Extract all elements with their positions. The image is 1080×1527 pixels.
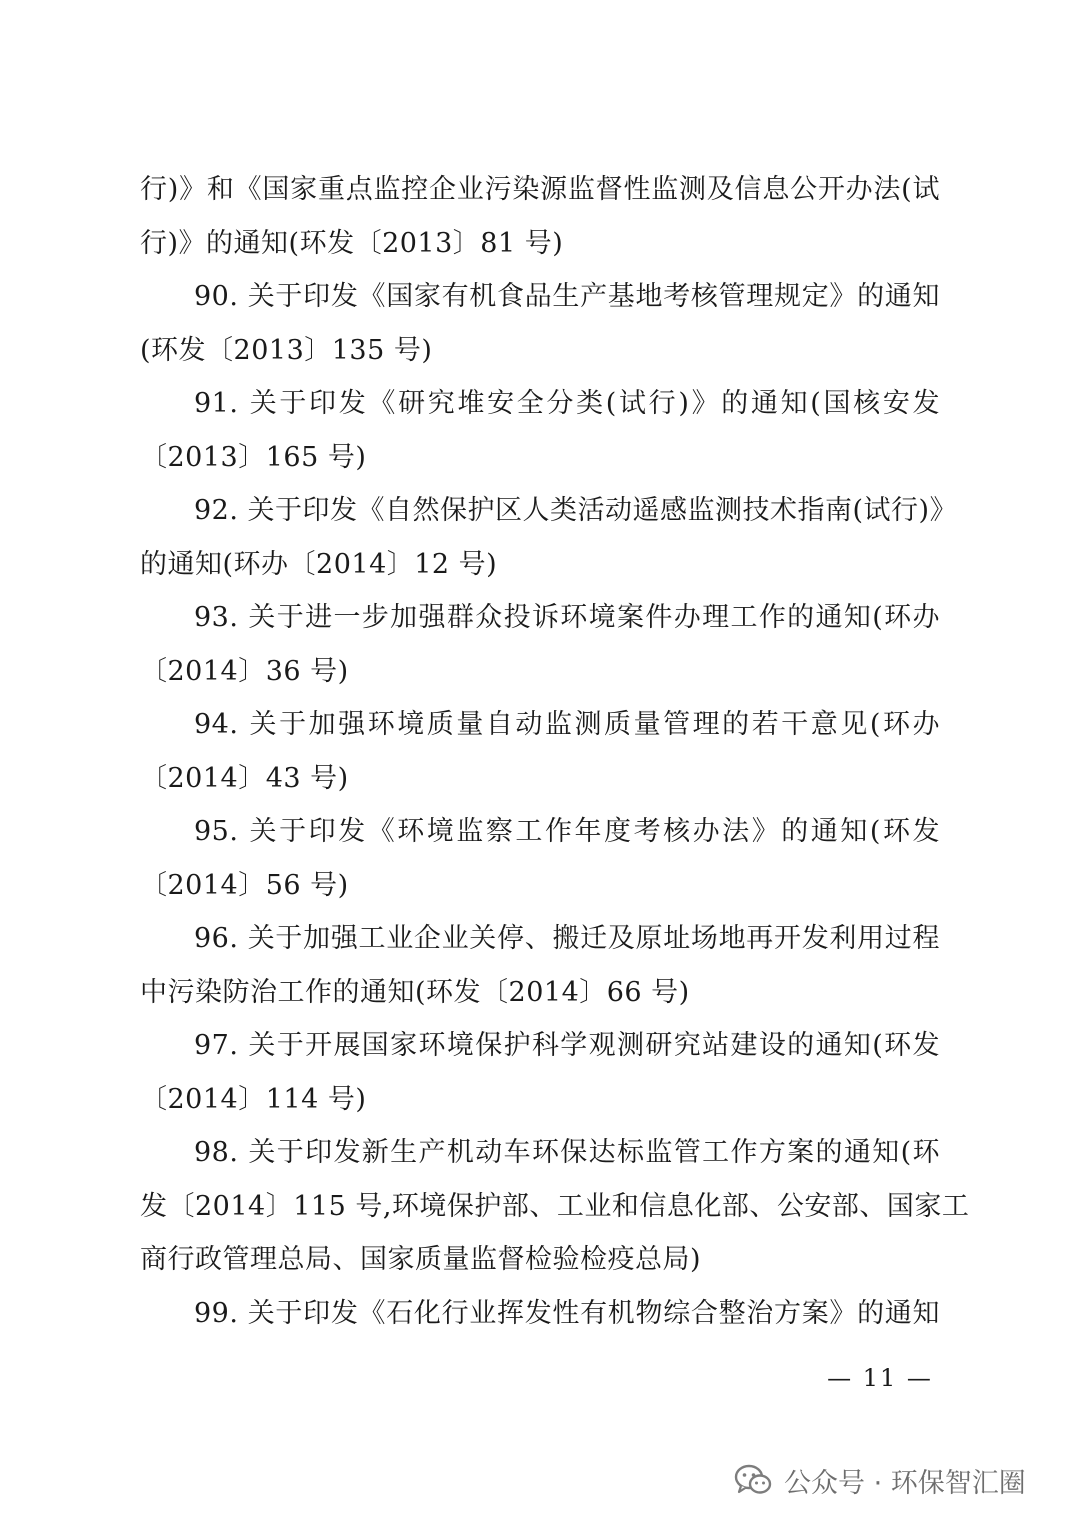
text-line: 〔2014〕114 号) <box>140 1083 367 1115</box>
text-line: 商行政管理总局、国家质量监督检验检疫总局) <box>140 1244 702 1275</box>
text-line: 〔2013〕165 号) <box>140 441 367 473</box>
text-line: 的通知(环办〔2014〕12 号) <box>140 548 498 580</box>
text-line: (环发〔2013〕135 号) <box>140 334 433 366</box>
text-line: 98. 关于印发新生产机动车环保达标监管工作方案的通知(环 <box>194 1137 940 1168</box>
text-line: 行)》的通知(环发〔2013〕81 号) <box>140 227 564 259</box>
text-line: 94. 关于加强环境质量自动监测质量管理的若干意见(环办 <box>194 709 940 740</box>
text-line: 97. 关于开展国家环境保护科学观测研究站建设的通知(环发 <box>194 1030 940 1061</box>
text-line: 91. 关于印发《研究堆安全分类(试行)》的通知(国核安发 <box>194 388 940 419</box>
wechat-icon <box>734 1464 772 1496</box>
watermark <box>734 1455 1026 1505</box>
text-line: 96. 关于加强工业企业关停、搬迁及原址场地再开发利用过程 <box>194 923 940 954</box>
text-line: 99. 关于印发《石化行业挥发性有机物综合整治方案》的通知 <box>194 1297 940 1329</box>
text-line: 〔2014〕43 号) <box>140 762 349 794</box>
text-line: 95. 关于印发《环境监察工作年度考核办法》的通知(环发 <box>194 816 940 847</box>
page-number: — 11 — <box>827 1364 933 1392</box>
text-line: 发〔2014〕115 号,环境保护部、工业和信息化部、公安部、国家工 <box>140 1190 970 1222</box>
text-line: 行)》和《国家重点监控企业污染源监督性监测及信息公开办法(试 <box>140 174 940 205</box>
text-line: 93. 关于进一步加强群众投诉环境案件办理工作的通知(环办 <box>194 602 940 633</box>
text-line: 〔2014〕56 号) <box>140 869 349 901</box>
text-line: 92. 关于印发《自然保护区人类活动遥感监测技术指南(试行)》 <box>194 495 958 526</box>
text-line: 中污染防治工作的通知(环发〔2014〕66 号) <box>140 976 690 1008</box>
watermark-text: 公众号 · 环保智汇圈 <box>784 1467 1026 1499</box>
text-line: 90. 关于印发《国家有机食品生产基地考核管理规定》的通知 <box>194 281 940 312</box>
text-line: 〔2014〕36 号) <box>140 655 349 687</box>
